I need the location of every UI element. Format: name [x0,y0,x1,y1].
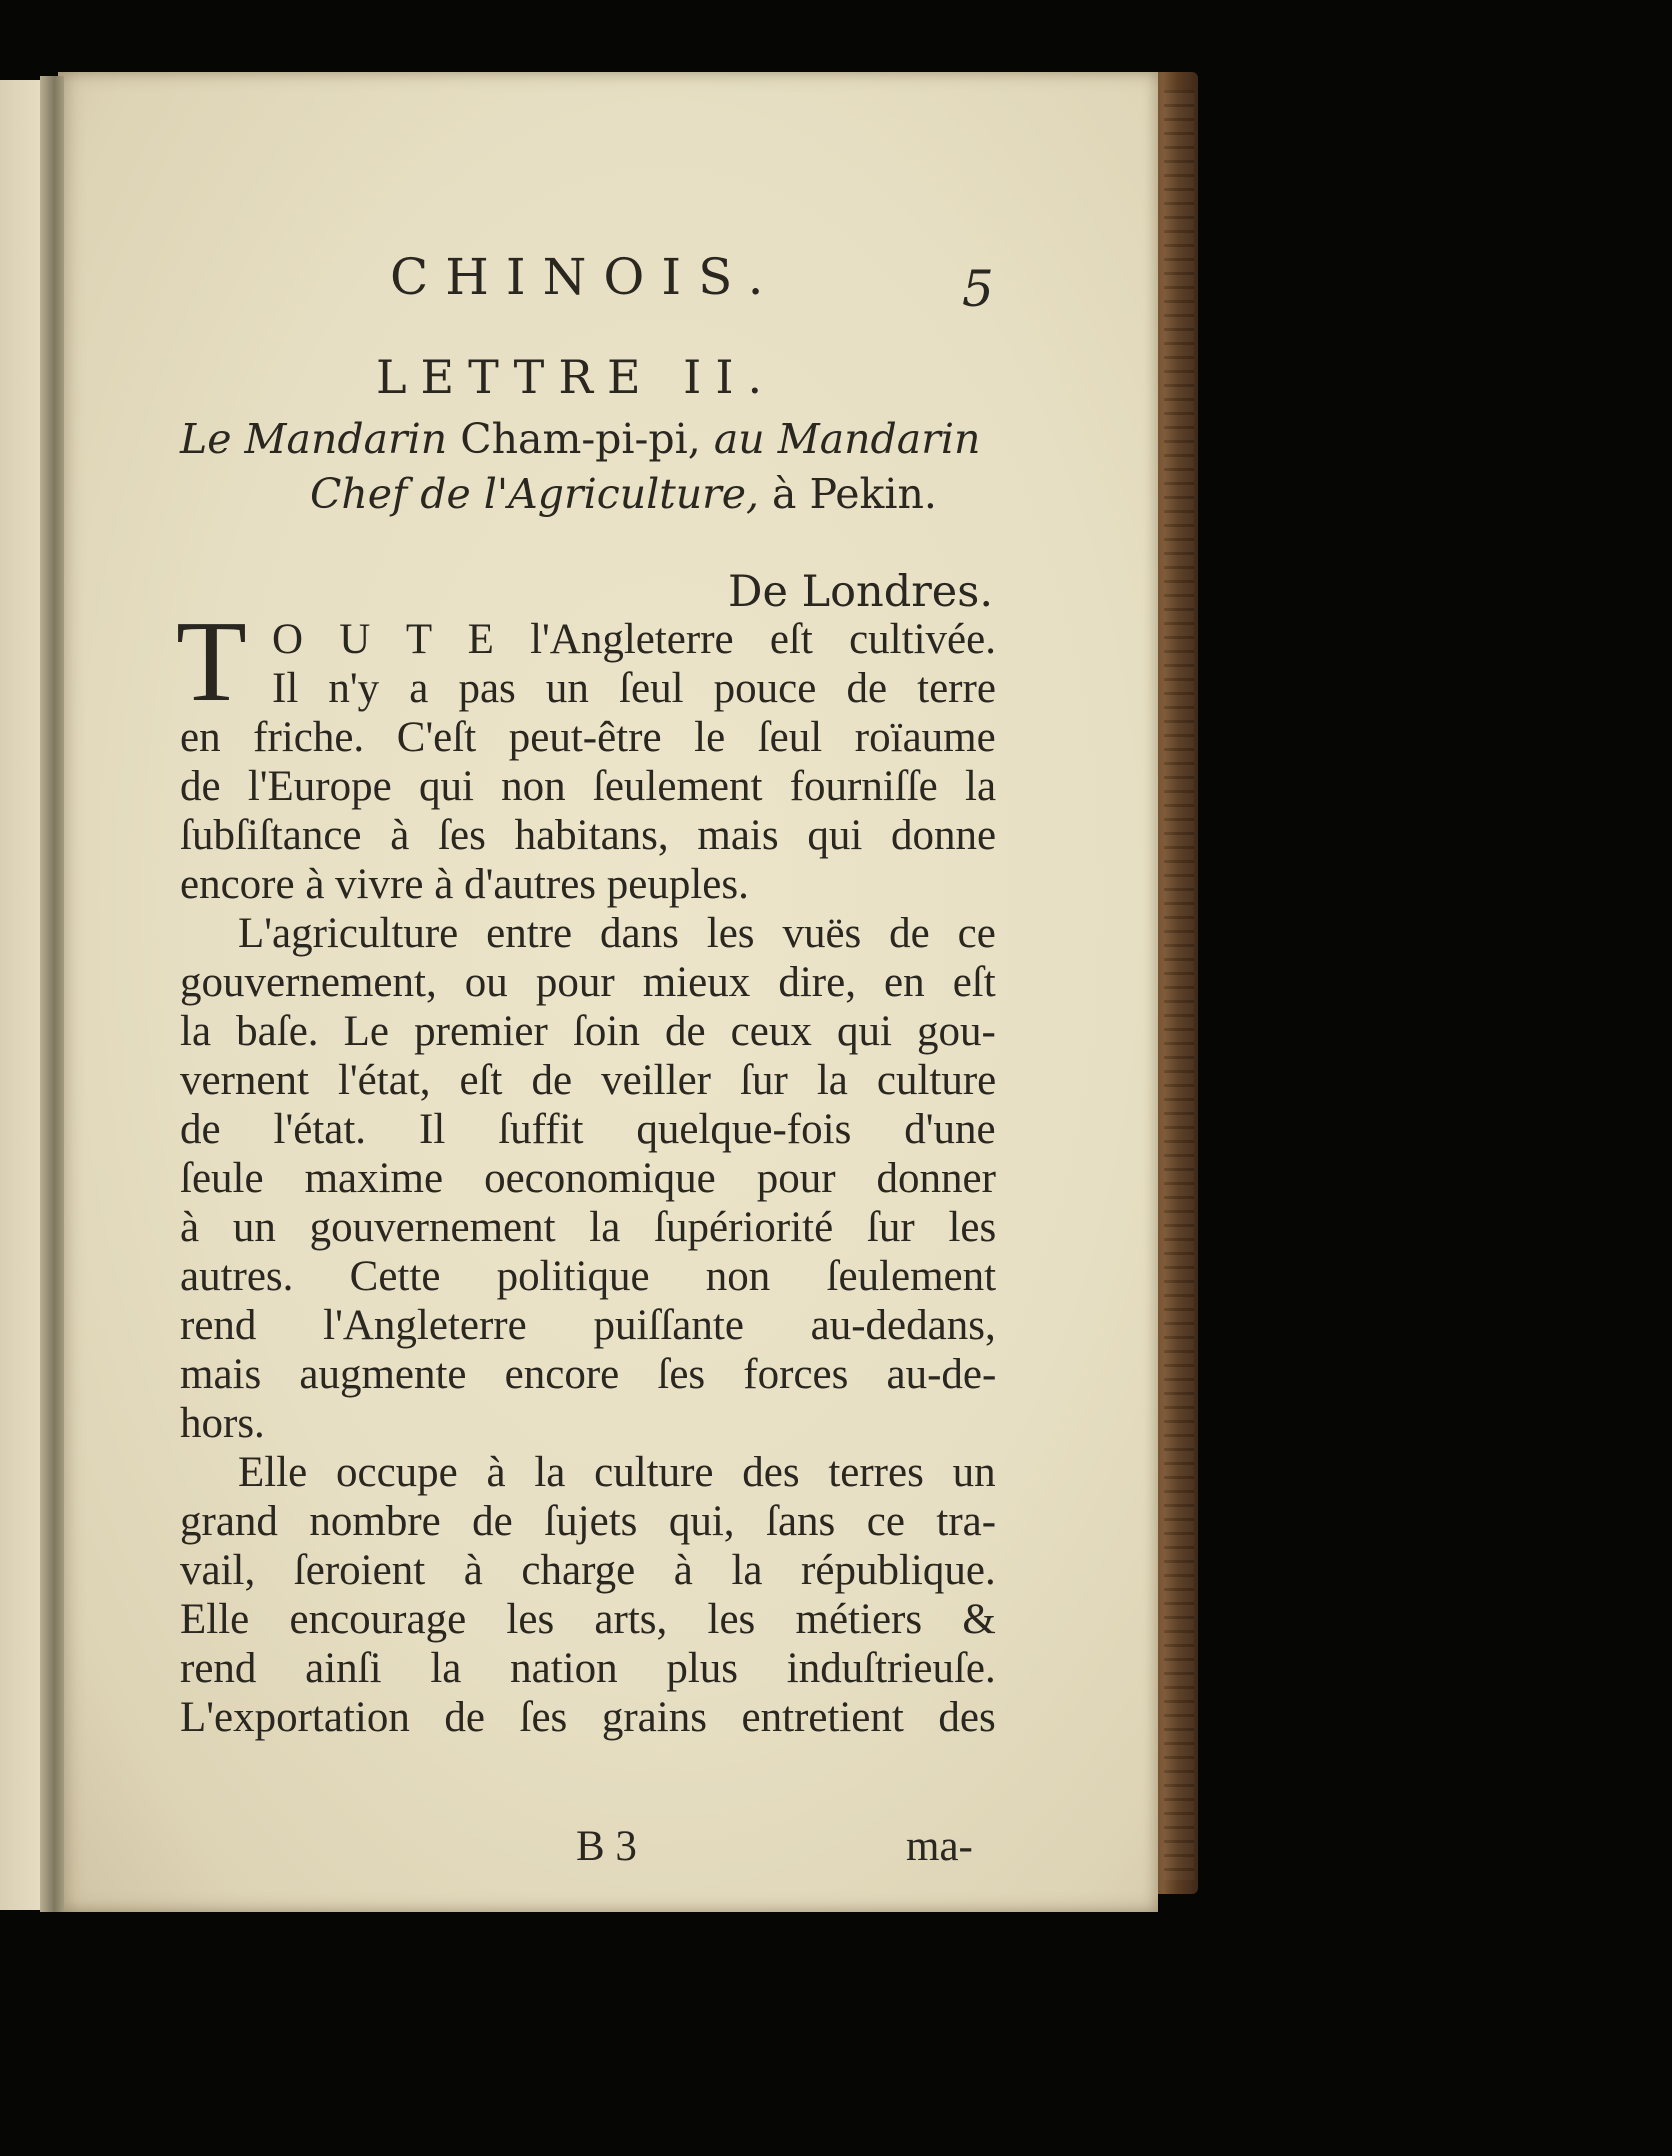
body-line: mais augmente encore ſes forces au-de- [180,1351,997,1398]
address-line-1 [180,415,980,463]
body-line: la baſe. Le premier ſoin de ceux qui gou- [180,1008,996,1055]
body-line: vernent l'état, eſt de veiller ſur la culture [180,1057,997,1104]
body-line: rend l'Angleterre puiſſante au-dedans, [180,1302,996,1349]
address-from-name: Cham-pi-pi, [460,415,701,463]
body-line: gouvernement, ou pour mieux dire, en eſt [180,959,996,1006]
body-line: L'agriculture entre dans les vuës de ce [238,910,996,957]
catchword: ma- [906,1823,973,1870]
body-line: ſubſiſtance à ſes habitans, mais qui donne [180,812,997,859]
body-line: rend ainſi la nation plus induſtrieuſe. [180,1645,996,1692]
body-line: à un gouvernement la ſupériorité ſur les [180,1204,997,1251]
body-line: autres. Cette politique non ſeulement [180,1253,997,1300]
page-number: 5 [962,260,994,318]
body-line: L'exportation de ſes grains entretient des [180,1694,996,1741]
letter-heading: LETTRE II. [376,350,777,404]
body-line: encore à vivre à d'autres peuples. [180,861,749,908]
body-line: vail, ſeroient à charge à la république. [180,1547,996,1594]
body-line: Elle encourage les arts, les métiers & [180,1596,996,1643]
body-line: de l'Europe qui non ſeulement fourniſſe la [180,763,997,810]
drop-capital: T [176,598,247,726]
signature-mark: B 3 [576,1823,637,1870]
body-line: hors. [180,1400,265,1447]
cover-texture [1164,90,1194,1880]
address-line-2 [310,470,937,518]
body-line: de l'état. Il ſuffit quelque-fois d'une [180,1106,996,1153]
address-to-title: Chef de l'Agriculture, [310,470,759,518]
body-line: Il n'y a pas un ſeul pouce de terre [272,665,996,712]
address-to-prefix: au Mandarin [713,415,981,463]
body-line: grand nombre de ſujets qui, ſans ce tra- [180,1498,997,1545]
body-line: ſeule maxime oeconomique pour donner [180,1155,996,1202]
address-from-prefix: Le Mandarin [180,415,448,463]
body-line: en friche. C'eſt peut-être le ſeul roïaume [180,714,996,761]
body-line: O U T E l'Angleterre eſt cultivée. [272,616,996,663]
running-head: CHINOIS. [390,248,781,306]
address-to-place: à Pekin. [772,470,937,518]
body-line: Elle occupe à la culture des terres un [238,1449,996,1496]
page-gutter [40,76,64,1912]
place-of-writing: De Londres. [728,567,993,617]
